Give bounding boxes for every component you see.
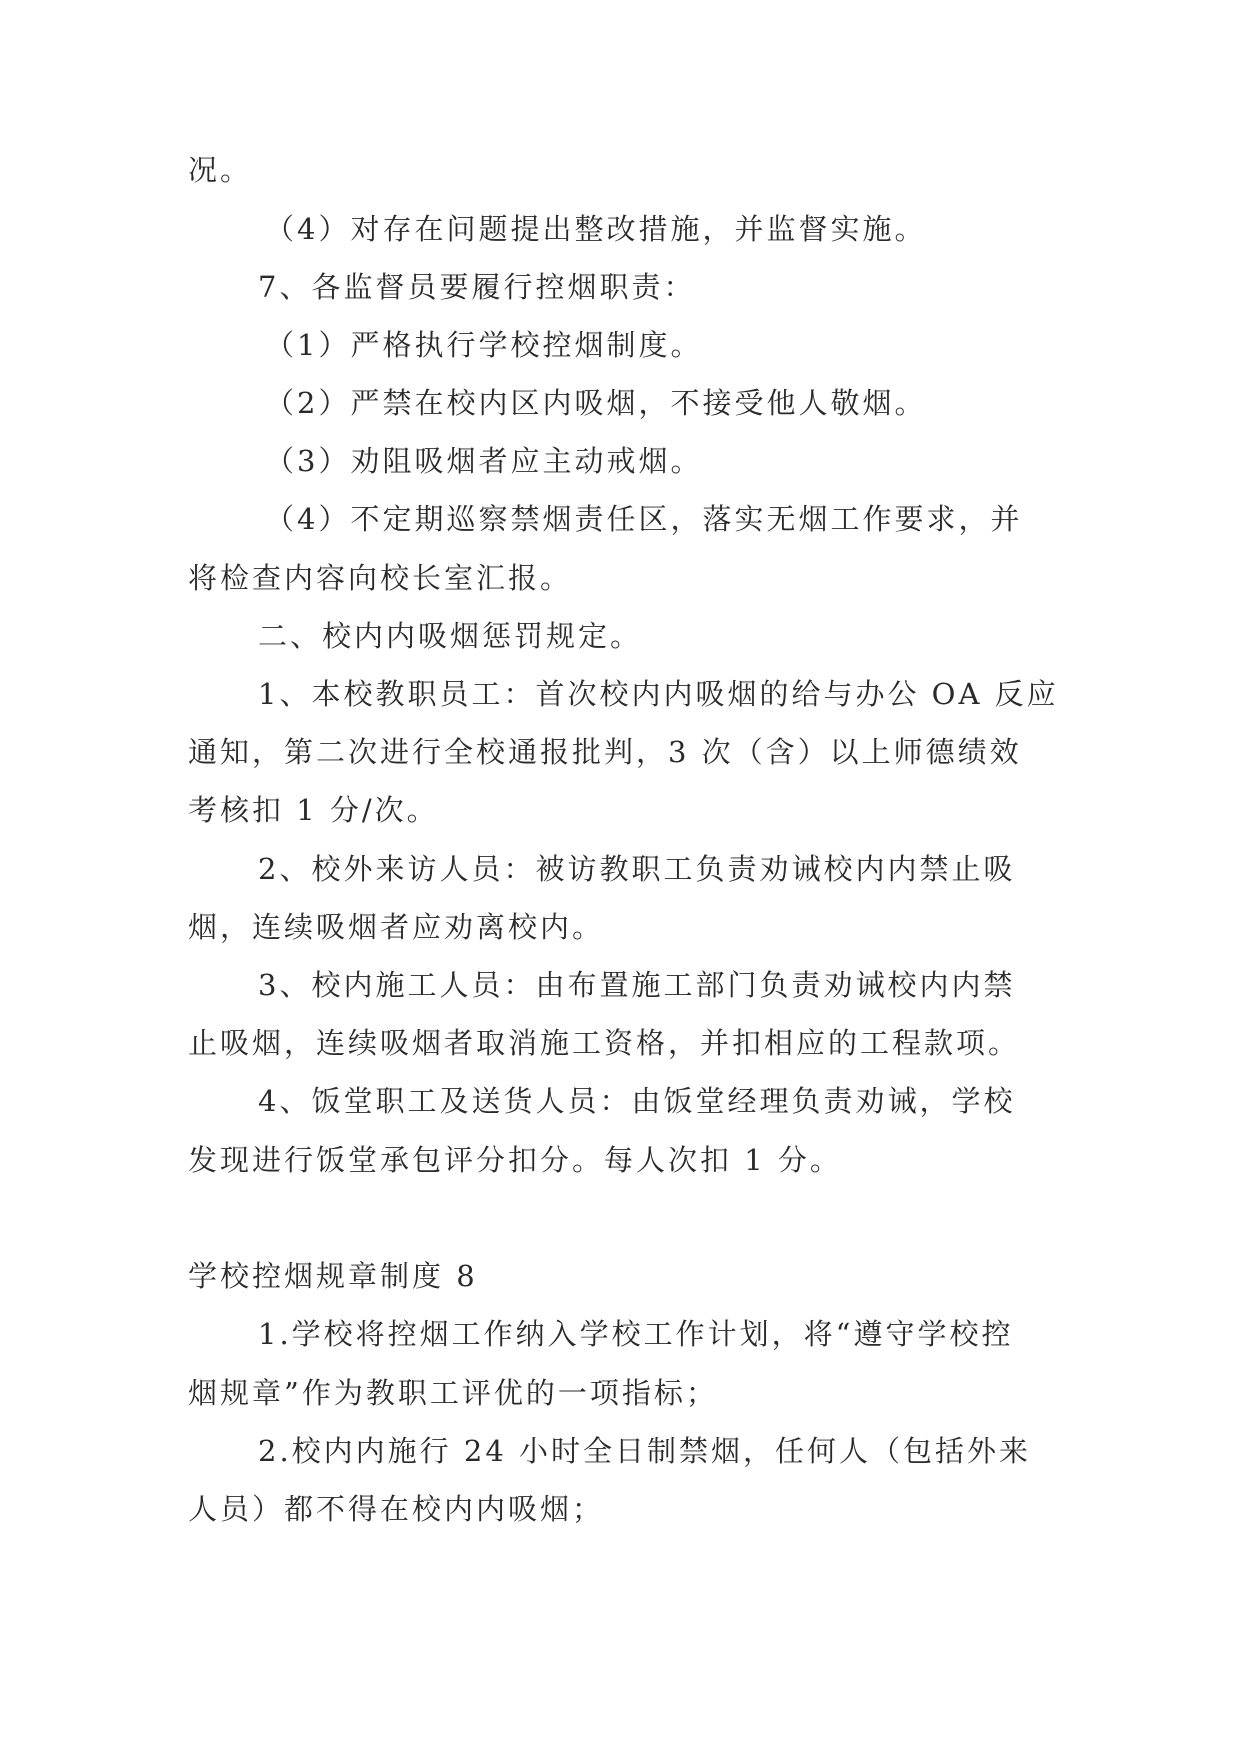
text-line: 二、校内内吸烟惩罚规定。 [258, 619, 643, 653]
section-title: 学校控烟规章制度 8 [188, 1259, 478, 1293]
text-line: 考核扣 1 分/次。 [188, 793, 439, 827]
text-line: 人员）都不得在校内内吸烟； [188, 1492, 605, 1526]
text-line: （1）严格执行学校控烟制度。 [265, 328, 703, 362]
text-line: 1.学校将控烟工作纳入学校工作计划，将“遵守学校控 [258, 1317, 1014, 1351]
text-line: 止吸烟，连续吸烟者取消施工资格，并扣相应的工程款项。 [188, 1026, 1021, 1060]
text-line: 2.校内内施行 24 小时全日制禁烟，任何人（包括外来 [258, 1434, 1032, 1468]
text-line: 发现进行饭堂承包评分扣分。每人次扣 1 分。 [188, 1143, 842, 1177]
text-line: （4）对存在问题提出整改措施，并监督实施。 [265, 212, 927, 246]
text-line: （4）不定期巡察禁烟责任区，落实无烟工作要求，并 [265, 502, 1023, 536]
text-line: 烟，连续吸烟者应劝离校内。 [188, 910, 605, 944]
text-line: 烟规章”作为教职工评优的一项指标； [188, 1376, 718, 1410]
text-line: 3、校内施工人员：由布置施工部门负责劝诫校内内禁 [258, 968, 1016, 1002]
text-line: （2）严禁在校内区内吸烟，不接受他人敬烟。 [265, 386, 927, 420]
text-line: （3）劝阻吸烟者应主动戒烟。 [265, 444, 703, 478]
text-line: 2、校外来访人员：被访教职工负责劝诫校内内禁止吸 [258, 852, 1016, 886]
text-line: 将检查内容向校长室汇报。 [188, 561, 573, 595]
text-line: 况。 [188, 153, 253, 187]
text-line: 4、饭堂职工及送货人员：由饭堂经理负责劝诫，学校 [258, 1084, 1016, 1118]
text-line: 1、本校教职员工：首次校内内吸烟的给与办公 OA 反应 [258, 677, 1059, 711]
text-line: 通知，第二次进行全校通报批判，3 次（含）以上师德绩效 [188, 735, 1022, 769]
text-line: 7、各监督员要履行控烟职责： [258, 270, 696, 304]
